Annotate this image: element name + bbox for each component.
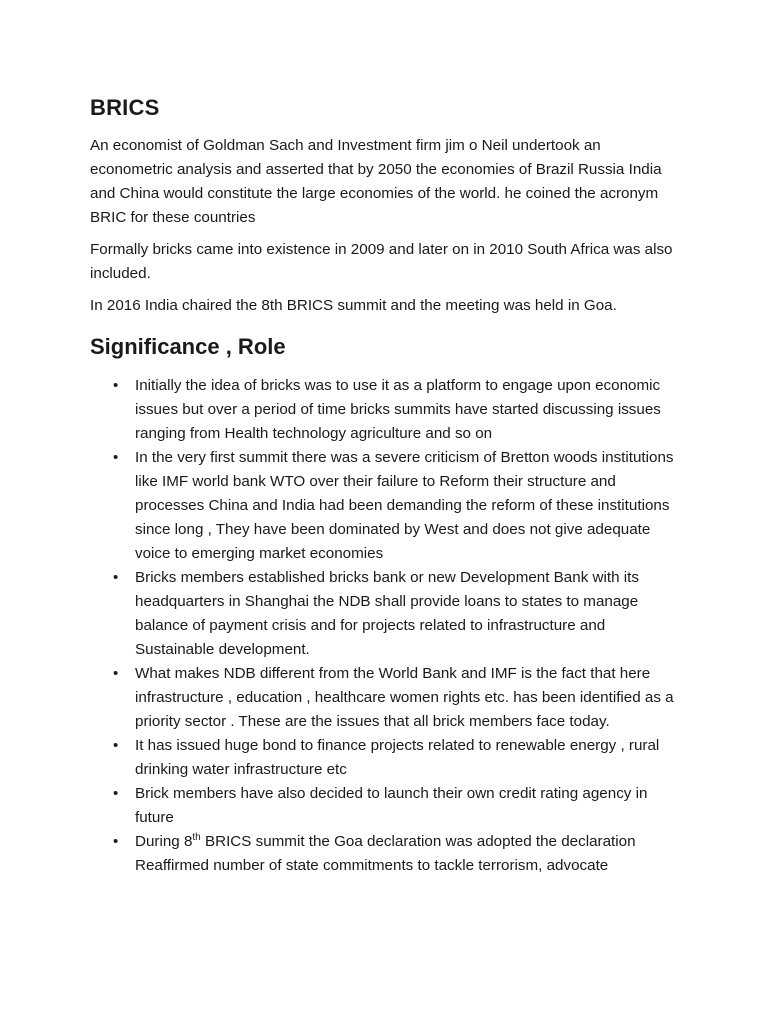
bullet-point-icon: • xyxy=(113,737,119,754)
bullet-item xyxy=(90,566,680,662)
bullet-item xyxy=(90,734,680,782)
bullet-item xyxy=(90,830,680,878)
bullet-text: What makes NDB different from the World Bank and IMF is the fact that here infrastructure , education , healthcare women rights etc. has been identified as a priority sector . These are the issues that all brick members face today. xyxy=(135,665,674,730)
bullet-point-icon: • xyxy=(113,377,119,394)
document-title: BRICS xyxy=(90,95,160,120)
intro-paragraph-1: An economist of Goldman Sach and Investment firm jim o Neil undertook an econometric analysis and asserted that by 2050 the economies of Brazil Russia India and China would constitute the large economies of the world. he coined the acronym BRIC for these countries xyxy=(90,137,662,226)
bullet-text: Bricks members established bricks bank or new Development Bank with its headquarters in Shanghai the NDB shall provide loans to states to manage balance of payment crisis and for projects related to infrastructure and Sustainable development. xyxy=(135,569,639,658)
bullet-point-icon: • xyxy=(113,833,119,850)
bullet-text: Brick members have also decided to launch their own credit rating agency in future xyxy=(135,785,648,826)
bullet-item xyxy=(90,374,680,446)
bullet-point-icon: • xyxy=(113,785,119,802)
intro-paragraph-3: In 2016 India chaired the 8th BRICS summit and the meeting was held in Goa. xyxy=(90,297,617,314)
bullet-text-after-sup: BRICS summit the Goa declaration was adopted the declaration Reaffirmed number of state commitments to tackle terrorism, advocate xyxy=(135,833,636,874)
bullet-point-icon: • xyxy=(113,665,119,682)
intro-paragraph-2: Formally bricks came into existence in 2009 and later on in 2010 South Africa was also included. xyxy=(90,241,673,282)
bullet-item xyxy=(90,662,680,734)
bullet-item xyxy=(90,782,680,830)
bullet-item xyxy=(90,446,680,566)
bullet-point-icon: • xyxy=(113,569,119,586)
bullet-text: Initially the idea of bricks was to use it as a platform to engage upon economic issues but over a period of time bricks summits have started discussing issues ranging from Health technology agriculture and so on xyxy=(135,377,661,442)
bullet-list xyxy=(90,374,680,878)
ordinal-superscript: th xyxy=(192,831,201,843)
section-heading: Significance , Role xyxy=(90,334,286,359)
bullet-text: In the very first summit there was a severe criticism of Bretton woods institutions like IMF world bank WTO over their failure to Reform their structure and processes China and India had been demanding the reform of these institutions since long , They have been dominated by West and does not give adequate voice to emerging market economies xyxy=(135,449,674,562)
bullet-point-icon: • xyxy=(113,449,119,466)
bullet-text-before-sup: During 8 xyxy=(135,833,193,850)
bullet-text: It has issued huge bond to finance projects related to renewable energy , rural drinking water infrastructure etc xyxy=(135,737,660,778)
